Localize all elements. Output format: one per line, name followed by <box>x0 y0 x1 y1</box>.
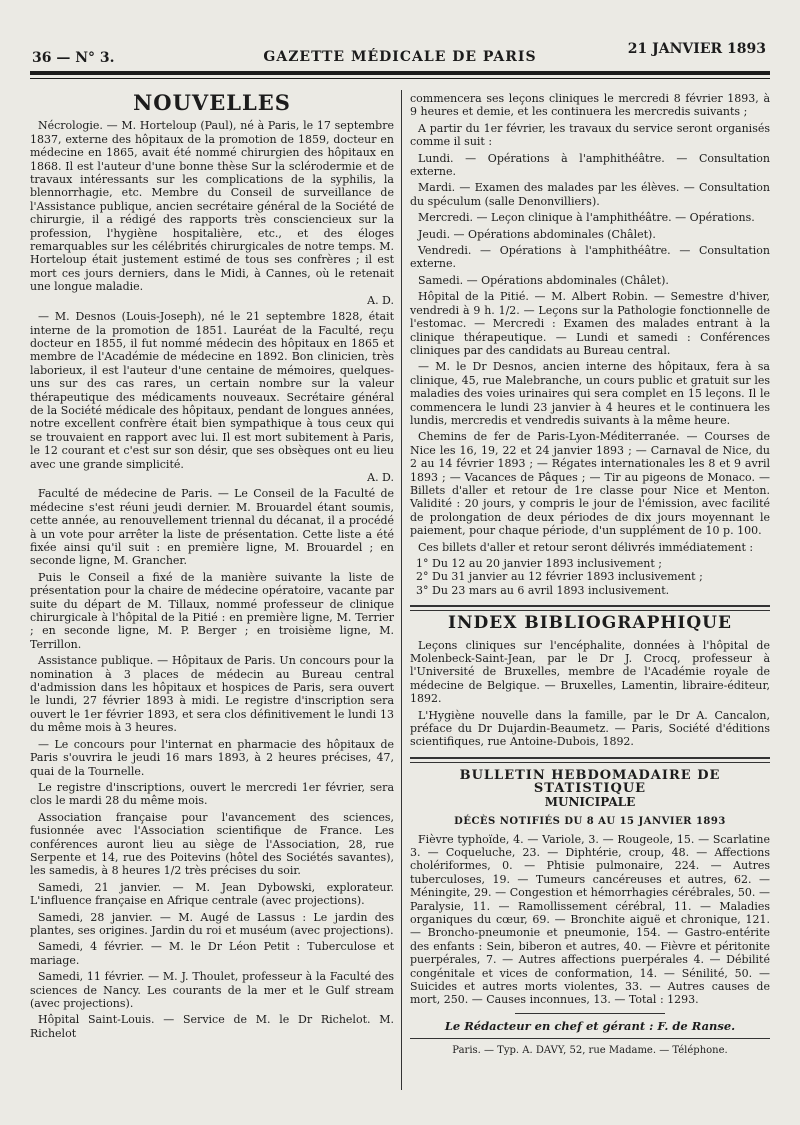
paragraph-hopital-saint-louis: Hôpital Saint-Louis. — Service de M. le Dr Richelot. M. Richelot <box>30 1013 394 1040</box>
issue-date: 21 JANVIER 1893 <box>627 41 766 57</box>
editor-line: Le Rédacteur en chef et gérant : F. de Ranse. <box>444 1018 736 1033</box>
section-rule <box>410 610 770 611</box>
paragraph-travaux-service: A partir du 1er février, les travaux du service seront organisés comme il suit : <box>410 121 770 149</box>
header-rule-thin <box>30 78 770 79</box>
paragraph-hopital-pitie: Hôpital de la Pitié. — M. Albert Robin. — Semestre d'hiver, vendredi à 9 h. 1/2. — Leçons sur la Pathologie fonctionnelle de l'estomac. — Mercredi : Examen des malades entrant à la clinique thérapeutique. — Lundi et samedi : Conférences cliniques par des candidats au Bureau central. <box>410 290 770 357</box>
paragraph-registre-inscriptions: Le registre d'inscriptions, ouvert le mercredi 1er février, sera clos le mardi 28 du même mois. <box>30 780 394 808</box>
section-rule <box>410 757 770 759</box>
conference-item: Samedi, 4 février. — M. le Dr Léon Petit : Tuberculose et mariage. <box>30 940 394 967</box>
section-subtitle-bulletin: MUNICIPALE <box>544 794 636 809</box>
deces-heading: DÉCÈS NOTIFIÉS DU 8 AU 15 JANVIER 1893 <box>454 816 726 828</box>
conference-item: Samedi, 28 janvier. — M. Augé de Lassus : Le jardin des plantes, ses origines. Jardin du roi et muséum (avec projections). <box>30 910 394 937</box>
bibliography-entry: Leçons cliniques sur l'encéphalite, données à l'hôpital de Molenbeck-Saint-Jean, par le Dr J. Crocq, professeur à l'Université de Bruxelles, membre de l'Académie royale de médecine de Belgique. — Bruxelles, Lamentin, libraire-éditeur, 1892. <box>410 638 770 706</box>
paragraph-necrologie-horteloup: Nécrologie. — M. Horteloup (Paul), né à Paris, le 17 septembre 1837, externe des hôpitaux de la promotion de 1859, docteur en médecine en 1865, avait été nommé chirurgien des hôpitaux en 1868. Il est l'auteur d'une bonne thèse Sur la sclérodermie et de travaux intéressants sur les complications de la syphilis, la blennorrhagie, etc. Membre du Conseil de surveillance de l'Assistance publique, ancien secrétaire général de la Société de chirurgie, il a rédigé des rapports très consciencieux sur la profession, l'hygiène hospitalière, etc., et des éloges remarquables sur les célébrités chirurgicales de notre temps. M. Horteloup était justement estimé de tous ses confrères ; il est mort ces jours derniers, dans le Midi, à Cannes, où le retenait une longue maladie. <box>30 119 394 294</box>
section-title-nouvelles: NOUVELLES <box>133 90 291 115</box>
date-item: 3° Du 23 mars au 6 avril 1893 inclusivement. <box>416 583 670 597</box>
signature: A. D. <box>367 470 394 484</box>
paragraph-assistance-publique: Assistance publique. — Hôpitaux de Paris. Un concours pour la nomination à 3 places de médecin au Bureau central d'admission dans les hôpitaux et hospices de Paris, sera ouvert le lundi, 27 février 1893 à midi. Le registre d'inscription sera ouvert le 1er février 1893, et sera clos définitivement le lundi 13 du même mois à 3 heures. <box>30 654 394 735</box>
paragraph-richelot-continuation: commencera ses leçons cliniques le mercredi 8 février 1893, à 9 heures et demie, et les continuera les mercredis suivants ; <box>410 92 770 119</box>
page-number: 36 — N° 3. <box>32 50 115 66</box>
left-column <box>30 92 394 1043</box>
schedule-item: Samedi. — Opérations abdominales (Châlet). <box>418 273 669 287</box>
bibliography-entry: L'Hygiène nouvelle dans la famille, par le Dr A. Cancalon, préface du Dr Dujardin-Beaumetz. — Paris, Société d'éditions scientifiques, rue Antoine-Dubois, 1892. <box>410 708 770 749</box>
section-title-index: INDEX BIBLIOGRAPHIQUE <box>448 613 732 634</box>
paragraph-concours-internat: — Le concours pour l'internat en pharmacie des hôpitaux de Paris s'ouvrira le jeudi 16 mars 1893, à 2 heures précises, 47, quai de la Tournelle. <box>30 737 394 778</box>
paragraph-faculte-medecine: Faculté de médecine de Paris. — Le Conseil de la Faculté de médecine s'est réuni jeudi dernier. M. Brouardel étant soumis, cette année, au renouvellement triennal du décanat, il a procédé à un vote pour arrêter la liste de présentation. Cette liste a été fixée ainsi qu'il suit : en première ligne, M. Brouardel ; en seconde ligne, M. Grancher. <box>30 487 394 568</box>
paragraph-chemins-de-fer: Chemins de fer de Paris-Lyon-Méditerranée. — Courses de Nice les 16, 19, 22 et 24 janvier 1893 ; — Carnaval de Nice, du 2 au 14 février 1893 ; — Régates internationales les 8 et 9 avril 1893 ; — Vacances de Pâques ; — Tir au pigeons de Monaco. — Billets d'aller et retour de 1re classe pour Nice et Menton. Validité : 20 jours, y compris le jour de l'émission, avec facilité de prolongation de deux périodes de dix jours moyennant le paiement, pour chaque période, d'un supplément de 10 p. 100. <box>410 430 770 538</box>
schedule-item: Vendredi. — Opérations à l'amphithéâtre. — Consultation externe. <box>410 244 770 271</box>
header-rule-thick <box>30 71 770 75</box>
dates-list <box>410 557 770 597</box>
paragraph-association-francaise: Association française pour l'avancement des sciences, fusionnée avec l'Association scientifique de France. Les conférences auront lieu au siège de l'Association, 28, rue Serpente et 14, rue des Poitevins (hôtel des Sociétés savantes), les samedis, à 8 heures 1/2 très précises du soir. <box>30 810 394 878</box>
date-item: 1° Du 12 au 20 janvier 1893 inclusivement ; <box>416 557 662 570</box>
conference-item: Samedi, 11 février. — M. J. Thoulet, professeur à la Faculté des sciences de Nancy. Les courants de la mer et le Gulf stream (avec projections). <box>30 970 394 1010</box>
conference-item: Samedi, 21 janvier. — M. Jean Dybowski, explorateur. L'influence française en Afrique centrale (avec projections). <box>30 880 394 908</box>
paragraph-billets: Ces billets d'aller et retour seront délivrés immédiatement : <box>418 540 754 554</box>
section-rule <box>410 762 770 763</box>
paragraph-desnos-cours: — M. le Dr Desnos, ancien interne des hôpitaux, fera à sa clinique, 45, rue Malebranche, un cours public et gratuit sur les maladies des voies urinaires qui sera complet en 15 leçons. Il le commencera le lundi 23 janvier à 4 heures et le continuera les lundis, mercredis et vendredis suivants à la même heure. <box>410 360 770 427</box>
schedule-item: Mardi. — Examen des malades par les élèves. — Consultation du spéculum (salle Denonvilliers). <box>410 181 770 208</box>
paragraph-chaire-medecine-operatoire: Puis le Conseil a fixé de la manière suivante la liste de présentation pour la chaire de médecine opératoire, vacante par suite du départ de M. Tillaux, nommé professeur de clinique chirurgicale à l'hôpital de la Pitié : en première ligne, M. Terrier ; en seconde ligne, M. P. Berger ; en troisième ligne, M. Terrillon. <box>30 570 394 651</box>
paragraph-necrologie-desnos: — M. Desnos (Louis-Joseph), né le 21 septembre 1828, était interne de la promotion de 1851. Lauréat de la Faculté, reçu docteur en 1855, il fut nommé médecin des hôpitaux en 1865 et membre de l'Académie de médecine en 1892. Bon clinicien, très laborieux, il est l'auteur d'une centaine de mémoires, quelques-uns sur des cas rares, un certain nombre sur la valeur thérapeutique des médicaments nouveaux. Secrétaire général de la Société médicale des hôpitaux, pendant de longues années, notre excellent confrère était bien sympathique à tous ceux qui se trouvaient en rapport avec lui. Il est mort subitement à Paris, le 12 courant et c'est sur son désir, que ses obsèques ont eu lieu avec une grande simplicité. <box>30 310 394 471</box>
schedule-item: Jeudi. — Opérations abdominales (Châlet). <box>418 227 656 241</box>
date-item: 2° Du 31 janvier au 12 février 1893 inclusivement ; <box>416 570 703 584</box>
deces-statistics: Fièvre typhoïde, 4. — Variole, 3. — Rougeole, 15. — Scarlatine 3. — Coqueluche, 23. — Diphtérie, croup, 48. — Affections cholériformes, 0. — Phtisie pulmonaire, 224. — Autres tuberculoses, 19. — Tumeurs cancéreuses et autres, 62. — Méningite, 29. — Congestion et hémorrhagies cérébrales, 50. — Paralysie, 11. — Ramollissement cérébral, 11. — Maladies organiques du cœur, 69. — Bronchite aiguë et chronique, 121. — Broncho-pneumonie et pneumonie, 154. — Gastro-entérite des enfants : Sein, biberon et autres, 40. — Fièvre et péritonite puerpérales, 7. — Autres affections puerpérales 4. — Débilité congénitale et vices de conformation, 14. — Sénilité, 50. — Suicides et autres morts violentes, 33. — Autres causes de mort, 250. — Causes inconnues, 13. — Total : 1293. <box>410 832 770 1007</box>
divider <box>515 1013 665 1014</box>
column-divider <box>401 90 402 1090</box>
section-title-bulletin: BULLETIN HEBDOMADAIRE DE STATISTIQUE <box>459 767 721 797</box>
printer-line: Paris. — Typ. A. DAVY, 52, rue Madame. — Téléphone. <box>410 1038 770 1057</box>
schedule-item: Mercredi. — Leçon clinique à l'amphithéâtre. — Opérations. <box>418 211 755 225</box>
masthead-title: GAZETTE MÉDICALE DE PARIS <box>263 49 537 65</box>
signature: A. D. <box>367 293 394 307</box>
schedule-item: Lundi. — Opérations à l'amphithéâtre. — Consultation externe. <box>410 151 770 179</box>
section-rule <box>410 605 770 607</box>
right-column <box>410 92 770 1058</box>
